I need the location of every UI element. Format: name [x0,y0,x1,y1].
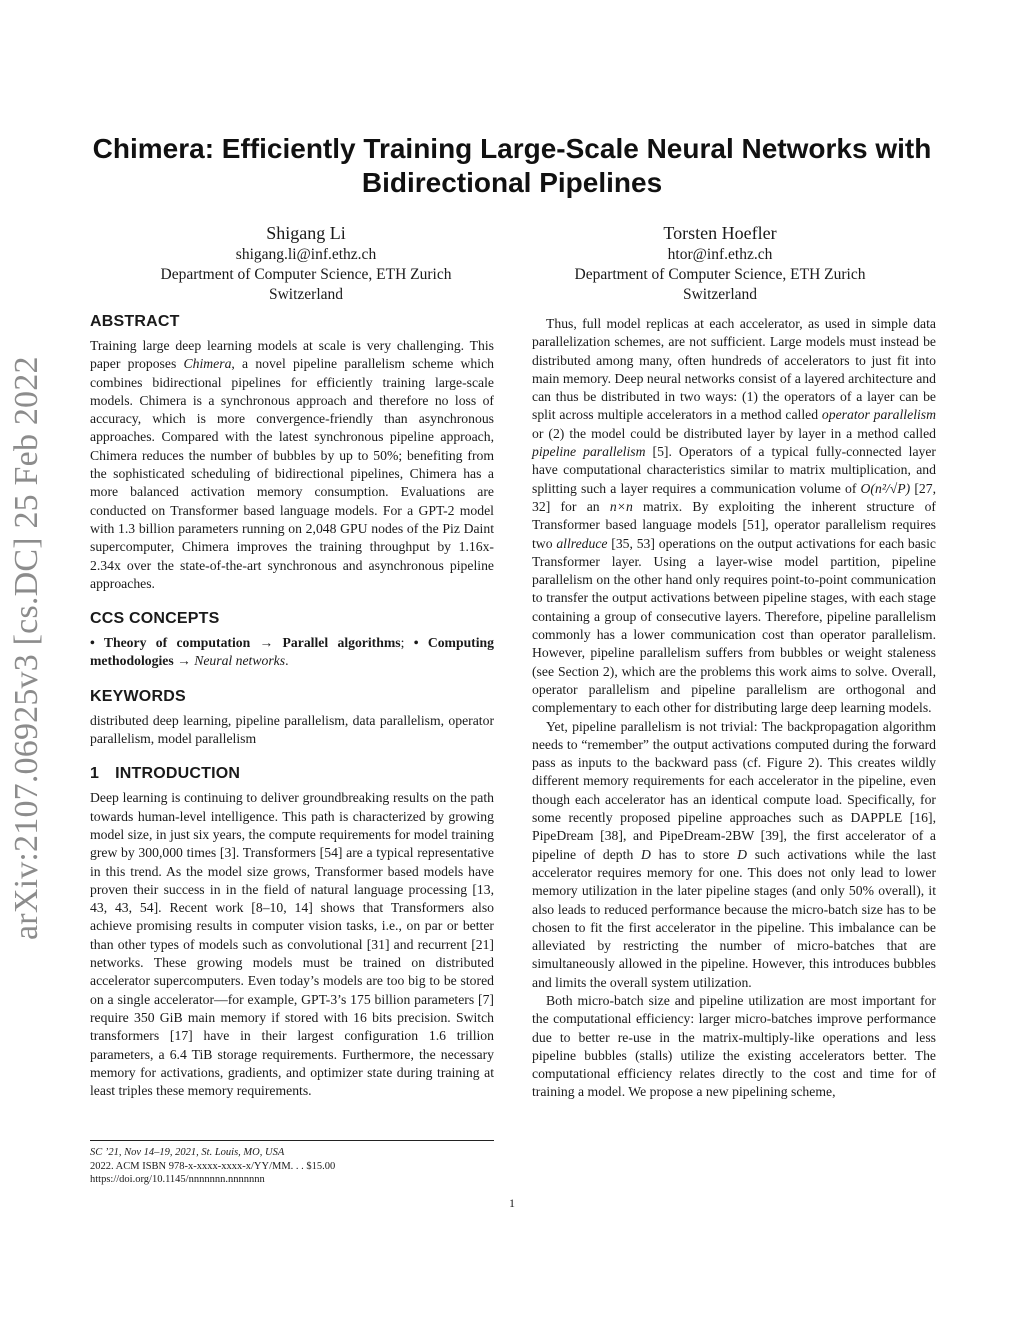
abstract-heading: ABSTRACT [90,313,180,330]
intro-paragraph-3: Yet, pipeline parallelism is not trivial: The backpropagation algorithm needs to “remember” the output activations computed during the forward pass as inputs to the backward pass (cf. Figure 2). This creates wildly different memory requirements for each accelerator in the pipeline, even though each accelerator has an identical compute load. Specifically, for some recently proposed pipeline approaches such as DAPPLE [16], PipeDream [38], and PipeDream-2BW [39], the first accelerator of a pipeline of depth D has to store D such activations while the last accelerator requires memory for one. This does not only lead to lower memory utilization in the later pipeline stages (and only 50% overall), it also leads to reduced performance because the micro-batch size has to be chosen to fit the first accelerator in the pipeline. This imbalance can be alleviated by restricting the number of micro-batches that are simultaneously allowed in the pipeline. However, this introduces bubbles and limits the overall system utilization. [532,718,937,990]
intro-paragraph-4: Both micro-batch size and pipeline utilization are most important for the computational efficiency: larger micro-batches improve performance due to better re-use in the matrix-multiply-like operations and less pipeline bubbles (stalls) utilize the existing accelerators better. The computational efficiency relates directly to the cost and time for of training a model. We propose a new pipelining scheme, [532,992,936,1100]
footnote [90,1140,494,1187]
footnote-isbn: 2022. ACM ISBN 978-x-xxxx-xxxx-x/YY/MM. . . $15.00 [90,1160,336,1172]
page-number: 1 [509,1196,515,1210]
keywords-heading: KEYWORDS [90,687,186,705]
author-email: htor@inf.ethz.ch [667,246,773,263]
author-name: Torsten Hoefler [663,223,777,243]
introduction-heading: 1 INTRODUCTION [90,765,241,783]
intro-paragraph-1: Deep learning is continuing to deliver groundbreaking results on the path towards human-level intelligence. This path is characterized by growing model size, in just six years, the compute requirements for model training grew by 300,000 times [3]. Transformers [54] are a typical representative in this trend. As the model size grows, Transformer based models have proven their success in in the field of natural language processing [13, 43, 43, 54]. Recent work [8–10, 14] shows that Transformers also achieve promising results in computer vision tasks, i.e., on par or better than other types of models such as convolutional [31] and recurrent [21] networks. These growing models must be trained on distributed accelerator supercomputers. Even today’s models are too big to be stored on a single accelerator—for example, GPT-3’s 175 billion parameters [7] require 350 GiB main memory if stored with 16 bits precision. Switch transformers [17] have in their largest configuration 1.6 trillion parameters, a 6.4 TiB storage requirements. Furthermore, the necessary memory for activations, gradients, and optimizer state during training at least triples these memory requirements. [90,790,494,1099]
ccs-text: • Theory of computation → Parallel algorithms; • Computing methodologies → Neural networks. [90,635,494,669]
author-country: Switzerland [268,286,344,303]
author-block-1 [96,222,516,305]
right-column [532,315,936,1102]
ccs-heading: CCS CONCEPTS [90,610,220,628]
author-affiliation: Department of Computer Science, ETH Zurich [160,266,452,283]
author-affiliation: Department of Computer Science, ETH Zurich [574,266,866,283]
arxiv-identifier-stamp: arXiv:2107.06925v3 [cs.DC] 25 Feb 2022 [8,356,45,940]
paper-title: Chimera: Efficiently Training Large-Scale Neural Networks with Bidirectional Pipelines [92,133,932,198]
footnote-doi[interactable]: https://doi.org/10.1145/nnnnnnn.nnnnnnn [90,1174,265,1185]
keywords-text: distributed deep learning, pipeline parallelism, data parallelism, operator parallelism, model parallelism [90,712,494,747]
intro-paragraph-2: Thus, full model replicas at each accelerator, as used in simple data parallelization schemes, are not sufficient. Large models must instead be distributed among many, often hundreds of accelerators to just fit into main memory. Deep neural networks consist of a layered architecture and can thus be distributed in two ways: (1) the operators of a layer can be split across multiple accelerators in a method called operator parallelism or (2) the model could be distributed layer by layer in a method called pipeline parallelism [5]. Operators of a typical fully-connected layer have computational characteristics similar to matrix multiplication, and splitting such a layer requires a communication volume of O(n²/√P) [27, 32] for an n×n matrix. By exploiting the inherent structure of Transformer based language models [51], operator parallelism requires two allreduce [35, 53] operations on the output activations for each basic Transformer layer. Using a layer-wise model partition, pipeline parallelism on the other hand only requires point-to-point communication to transfer the output activations between pipeline stages, with each stage containing a group of consecutive layers. Therefore, pipeline parallelism commonly has a lower communication cost than operator parallelism. However, pipeline parallelism suffers from bubbles or weight staleness (see Section 2), which are the problems this work aims to solve. Overall, operator parallelism and pipeline parallelism are orthogonal and complementary to each other for distributing large deep learning models. [532,316,937,716]
author-block-2 [510,222,930,305]
author-email: shigang.li@inf.ethz.ch [235,246,377,263]
author-name: Shigang Li [266,223,346,243]
left-column [90,312,494,1100]
footnote-venue: SC ’21, Nov 14–19, 2021, St. Louis, MO, USA [90,1147,285,1158]
author-country: Switzerland [682,286,758,303]
abstract-text: Training large deep learning models at scale is very challenging. This paper proposes Chimera, a novel pipeline parallelism scheme which combines bidirectional pipelines for efficiently training large-scale models. Chimera is a synchronous approach and therefore no loss of accuracy, which is more convergence-friendly than asynchronous approaches. Compared with the latest synchronous pipeline approach, Chimera reduces the number of bubbles by up to 50%; benefiting from the sophisticated scheduling of bidirectional pipelines, Chimera has a more balanced activation memory consumption. Evaluations are conducted on Transformer based language models. For a GPT-2 model with 1.3 billion parameters running on 2,048 GPU nodes of the Piz Daint supercomputer, Chimera improves the training throughput by 1.16x-2.34x over the state-of-the-art synchronous and asynchronous pipeline approaches. [90,338,494,591]
